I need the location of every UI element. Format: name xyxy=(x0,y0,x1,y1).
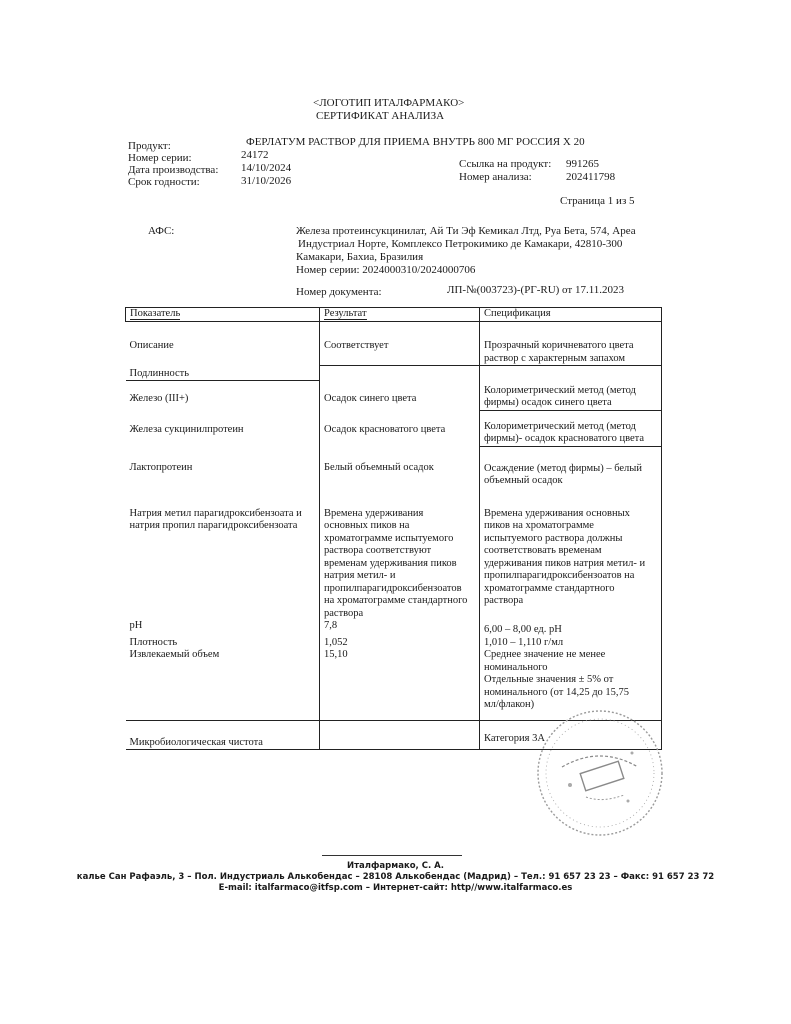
footer-address: калье Сан Рафаэль, 3 – Пол. Индустриаль Алькобендас – 28108 Алькобендас (Мадрид) – Тел.: 91 657 23 23 – Факс: 91 657 23 72 xyxy=(76,872,715,882)
result-cell: 7,8 xyxy=(320,620,480,637)
param-cell: Натрия метил парагидроксибензоата и натрия пропил парагидроксибензоата xyxy=(129,507,302,531)
logo-placeholder: <ЛОГОТИП ИТАЛФАРМАКО> xyxy=(313,97,465,109)
document-number-value: ЛП-№(003723)-(РГ-RU) от 17.11.2023 xyxy=(447,284,625,296)
spec-cell: Времена удерживания основных пиков на хроматограмме испытуемого раствора должны соответствовать временам удерживания пиков натрия метил- и пропилпарагидроксибензоатов на хроматограмме стандартного раствора xyxy=(480,488,662,621)
spec-cell: Категория 3А xyxy=(480,720,662,750)
result-cell xyxy=(320,366,480,381)
expiry-value: 31/10/2026 xyxy=(241,175,292,187)
analysis-no-value: 202411798 xyxy=(566,171,616,183)
company-seal-stamp xyxy=(532,705,668,841)
result-cell: 1,052 xyxy=(320,637,480,650)
product-ref-label: Ссылка на продукт: xyxy=(459,158,552,170)
product-ref-value: 991265 xyxy=(566,158,599,170)
param-cell: Описание xyxy=(129,340,174,351)
param-cell: Микробиологическая чистота xyxy=(126,720,320,750)
result-cell: 15,10 xyxy=(320,649,480,720)
spec-cell: Осаждение (метод фирмы) – белый объемный осадок xyxy=(480,446,662,488)
param-cell: Железо (III+) xyxy=(129,393,189,404)
document-title: СЕРТИФИКАТ АНАЛИЗА xyxy=(316,110,445,122)
table-row xyxy=(126,322,662,366)
spec-cell xyxy=(480,366,662,381)
specification-table xyxy=(125,307,662,750)
result-cell: Соответствует xyxy=(320,322,480,366)
result-cell xyxy=(320,720,480,750)
mfg-date-value: 14/10/2024 xyxy=(241,162,292,174)
table-row xyxy=(126,366,662,381)
document-number-label: Номер документа: xyxy=(296,286,382,298)
table-row xyxy=(126,637,662,650)
footer-divider xyxy=(322,855,462,856)
result-cell: Белый объемный осадок xyxy=(320,446,480,488)
footer-company: Италфармако, С. А. xyxy=(347,861,444,871)
table-row xyxy=(126,620,662,637)
spec-cell: 1,010 – 1,110 г/мл xyxy=(480,637,662,650)
footer-contacts: E-mail: italfarmaco@itfsp.com – Интернет-сайт: http//www.italfarmaco.es xyxy=(218,883,573,893)
product-label: Продукт: xyxy=(128,140,171,152)
table-header-row xyxy=(126,308,662,322)
spec-cell: Среднее значение не менее номинального Отдельные значения ± 5% от номинального (от 14,25 до 15,75 мл/флакон) xyxy=(480,649,662,720)
batch-label: Номер серии: xyxy=(128,152,192,164)
spec-cell: 6,00 – 8,00 ед. pH xyxy=(480,620,662,637)
param-cell: pH xyxy=(129,620,143,631)
spec-cell: Колориметрический метод (метод фирмы) осадок синего цвета xyxy=(480,381,662,411)
spec-cell: Прозрачный коричневатого цвета раствор с характерным запахом xyxy=(480,322,662,366)
page-info: Страница 1 из 5 xyxy=(560,195,635,207)
result-cell: Осадок красноватого цвета xyxy=(320,410,480,446)
param-cell: Извлекаемый объем xyxy=(129,649,220,660)
param-cell: Лактопротеин xyxy=(129,462,193,473)
analysis-no-label: Номер анализа: xyxy=(459,171,532,183)
api-label: АФС: xyxy=(148,225,175,237)
table-row xyxy=(126,488,662,621)
param-cell: Плотность xyxy=(129,636,178,648)
param-cell: Железа сукцинилпротеин xyxy=(129,424,244,435)
table-row xyxy=(126,410,662,446)
table-row xyxy=(126,446,662,488)
api-line-1: Железа протеинсукцинилат, Ай Ти Эф Кемикал Лтд, Руа Бета, 574, Ареа xyxy=(296,225,636,237)
table-row xyxy=(126,381,662,411)
header-specification: Спецификация xyxy=(480,308,662,322)
expiry-label: Срок годности: xyxy=(128,176,200,188)
product-value: ФЕРЛАТУМ РАСТВОР ДЛЯ ПРИЕМА ВНУТРЬ 800 МГ РОССИЯ Х 20 xyxy=(246,136,585,148)
header-parameter: Показатель xyxy=(126,308,320,322)
batch-value: 24172 xyxy=(241,149,269,161)
spec-cell: Колориметрический метод (метод фирмы)- осадок красноватого цвета xyxy=(480,410,662,446)
result-cell: Времена удерживания основных пиков на хроматограмме испытуемого раствора соответствуют временам удерживания пиков натрия метил- и пропилпарагидроксибензоатов на хроматограмме стандартного раствора xyxy=(320,488,480,621)
api-line-3: Камакари, Бахиа, Бразилия xyxy=(296,251,424,263)
header-result: Результат xyxy=(320,308,480,322)
mfg-date-label: Дата производства: xyxy=(128,164,219,176)
api-line-2: Индустриал Норте, Комплексо Петрокимико де Камакари, 42810-300 xyxy=(298,238,623,250)
param-cell: Подлинность xyxy=(126,366,320,381)
api-batch: Номер серии: 2024000310/2024000706 xyxy=(296,264,476,276)
result-cell: Осадок синего цвета xyxy=(320,381,480,411)
